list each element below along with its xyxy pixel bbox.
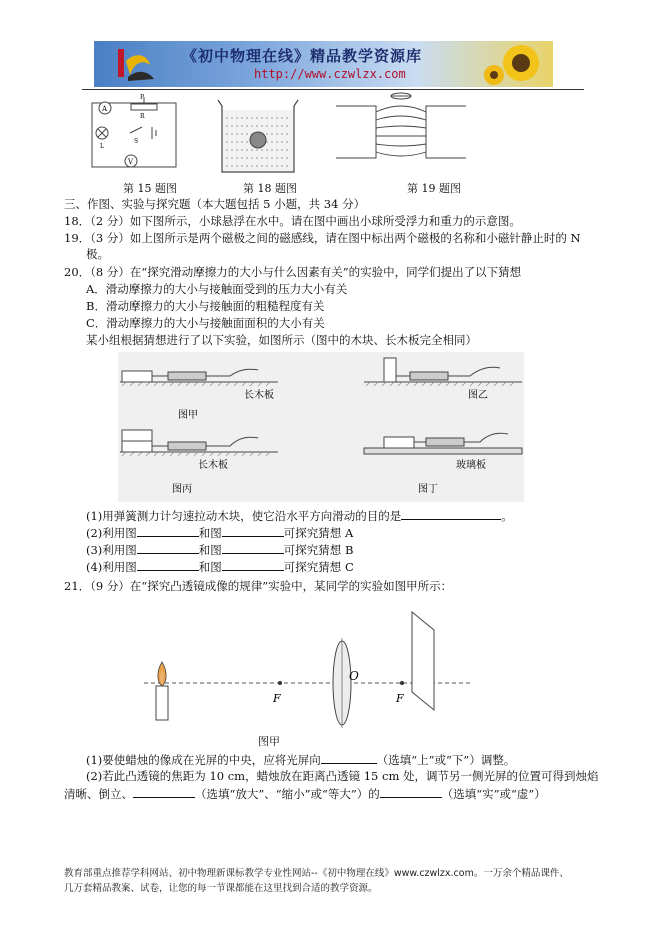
answer-blank[interactable] (401, 507, 501, 520)
answer-blank[interactable] (133, 785, 195, 798)
caption-fig19: 第 19 题图 (407, 182, 461, 195)
circuit-label: A (102, 105, 108, 113)
logo-icon (108, 41, 158, 87)
caption-fig15: 第 15 题图 (123, 182, 177, 195)
caption-ding: 图丁 (418, 484, 438, 495)
hypothesis-c: C．滑动摩擦力的大小与接触面面积的大小有关 (86, 316, 325, 330)
answer-blank[interactable] (380, 785, 442, 798)
circuit-label: S (134, 138, 139, 145)
lens-optics-figure (144, 598, 470, 728)
sunflower-icon (486, 41, 553, 87)
hypothesis-a: A．滑动摩擦力的大小与接触面受到的压力大小有关 (86, 282, 348, 296)
footer-line-1: 教育部重点推荐学科网站、初中物理新课标教学专业性网站--《初中物理在线》www.czwlzx.com。一万余个精品课件、 (64, 868, 569, 879)
circuit-diagram (86, 95, 186, 175)
question-18: 18．（2 分）如下图所示，小球悬浮在水中。请在图中画出小球所受浮力和重力的示意图。 (64, 214, 521, 228)
lens-label: O (349, 669, 359, 683)
caption-bing: 图丙 (172, 484, 192, 495)
board-label: 长木板 (244, 390, 274, 401)
q21-part1: (1)要使蜡烛的像成在光屏的中央，应将光屏向 （选填“上”或“下”）调整。 (86, 753, 516, 767)
question-21: 21．（9 分）在“探究凸透镜成像的规律”实验中，某同学的实验如图甲所示： (64, 579, 453, 593)
q20-part3: (3)利用图 和图 可探究猜想 B (86, 543, 354, 557)
q21-part2: (2)若此凸透镜的焦距为 10 cm，蜡烛放在距离凸透镜 15 cm 处，调节另一侧光屏的位置可得到烛焰 (86, 769, 599, 783)
answer-blank[interactable] (137, 541, 199, 554)
board-label: 长木板 (198, 460, 228, 471)
banner-title: 《初中物理在线》精品教学资源库 (182, 47, 423, 65)
answer-blank[interactable] (222, 558, 284, 571)
caption-fig18: 第 18 题图 (243, 182, 297, 195)
banner-url: http://www.czwlzx.com (254, 67, 406, 81)
answer-blank[interactable] (321, 751, 377, 764)
q21-part2-cont: 清晰、倒立、 （选填“放大”、“缩小”或“等大”）的 （选填“实”或“虚”） (64, 787, 546, 801)
hypothesis-b: B．滑动摩擦力的大小与接触面的粗糙程度有关 (86, 299, 325, 313)
q20-part4: (4)利用图 和图 可探究猜想 C (86, 560, 354, 574)
circuit-label: L (100, 143, 104, 150)
focus-label: F (396, 692, 404, 705)
q20-part2: (2)利用图 和图 可探究猜想 A (86, 526, 354, 540)
footer-line-2: 几万套精品教案、试卷，让您的每一节课都能在这里找到合适的教学资源。 (64, 883, 378, 894)
caption-yi: 图乙 (468, 390, 488, 401)
circuit-label: V (128, 158, 134, 166)
section-heading: 三、作图、实验与探究题（本大题包括 5 小题，共 34 分） (64, 197, 366, 211)
friction-experiment-figure (118, 352, 524, 502)
circuit-label: P (140, 94, 145, 101)
magnetic-field-diagram (336, 92, 466, 174)
question-19-cont: 极。 (86, 247, 109, 261)
q20-part1: (1)用弹簧测力计匀速拉动木块，使它沿水平方向滑动的目的是 。 (86, 509, 513, 523)
answer-blank[interactable] (137, 558, 199, 571)
focus-label: F (273, 692, 281, 705)
question-20: 20．（8 分）在“探究滑动摩擦力的大小与什么因素有关”的实验中，同学们提出了以下猜想 (64, 265, 522, 279)
header-rule (82, 89, 584, 90)
board-label: 玻璃板 (456, 460, 486, 471)
caption-lens-fig: 图甲 (258, 735, 280, 748)
answer-blank[interactable] (137, 524, 199, 537)
answer-blank[interactable] (222, 541, 284, 554)
beaker-diagram (214, 96, 304, 176)
caption-jia: 图甲 (178, 410, 198, 421)
circuit-label: R (140, 113, 145, 120)
experiment-intro: 某小组根据猜想进行了以下实验，如图所示（图中的木块、长木板完全相同） (86, 333, 477, 347)
answer-blank[interactable] (222, 524, 284, 537)
header-banner (94, 41, 553, 87)
question-19: 19．（3 分）如上图所示是两个磁极之间的磁感线，请在图中标出两个磁极的名称和小磁针静止时的 N (64, 231, 581, 245)
